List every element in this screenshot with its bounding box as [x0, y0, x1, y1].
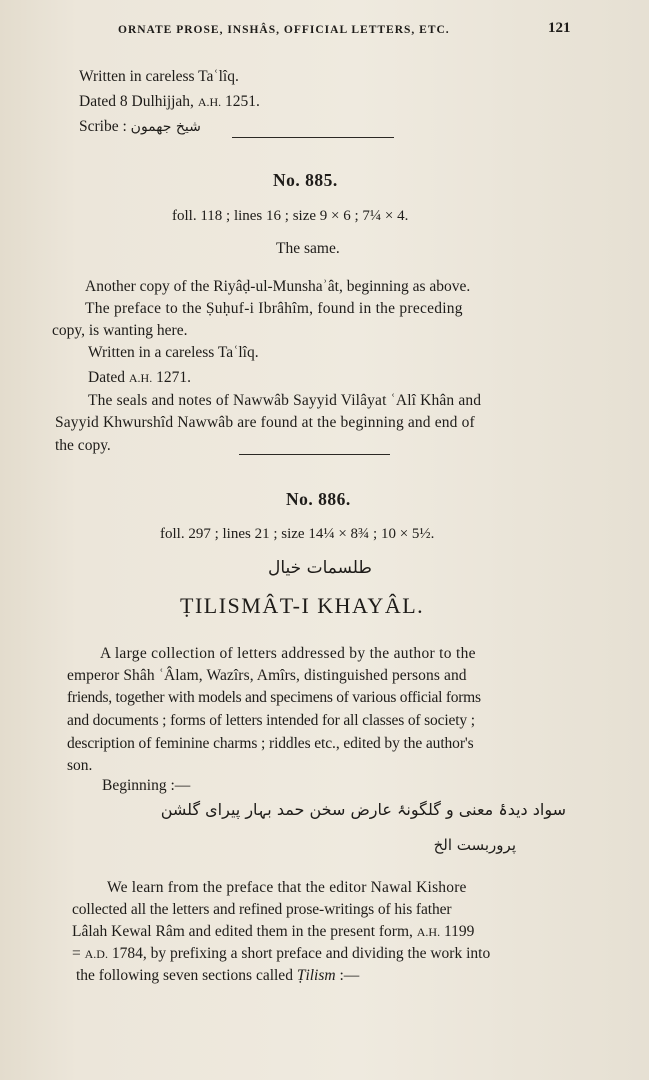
- entry-886-para-4-text: by prefixing a short preface and dividing the work into: [150, 945, 491, 962]
- entry-885-foll: foll. 118 ; lines 16 ; size 9 × 6 ; 7¼ × 4.: [172, 208, 409, 224]
- entry-886-arabic-title: طلسمات خیال: [268, 558, 372, 578]
- entry-886-para-2: collected all the letters and refined prose-writings of his father: [72, 901, 452, 918]
- entry-886-desc-6: son.: [67, 757, 93, 774]
- entry-886-para-5-text: the following seven sections called: [76, 967, 293, 984]
- page-number: 121: [548, 20, 571, 36]
- entry-886-para-4: [72, 945, 490, 963]
- entry-886-tilism: Ṭilism: [296, 967, 336, 984]
- entry-885-line-1: Another copy of the Riyâḍ-ul-Munshaʾât, beginning as above.: [85, 278, 471, 295]
- entry-885-line-2: The preface to the Ṣuḥuf-i Ibrâhîm, found in the preceding: [85, 300, 463, 317]
- entry-886-para-4-eq: =: [72, 945, 85, 962]
- entry-886-number: No. 886.: [286, 489, 351, 509]
- entry-886-beginning: Beginning :—: [102, 777, 191, 794]
- entry-885-dated: [88, 369, 191, 387]
- divider-2: [239, 454, 390, 455]
- running-head: ORNATE PROSE, INSHÂS, OFFICIAL LETTERS, ETC.: [118, 24, 450, 36]
- entry-886-foll: foll. 297 ; lines 21 ; size 14¼ × 8¾ ; 10 × 5½.: [160, 526, 435, 542]
- entry-886-para-3: [72, 923, 474, 941]
- top-year: 1251.: [225, 93, 260, 110]
- entry-885-seals-3: the copy.: [55, 437, 111, 454]
- top-line-3: [79, 118, 201, 136]
- entry-886-desc-5: description of feminine charms ; riddles etc., edited by the author's: [67, 735, 474, 752]
- entry-886-title: ṬILISMÂT-I KHAYÂL.: [180, 593, 425, 618]
- entry-886-para-3-text: Lâlah Kewal Râm and edited them in the present form,: [72, 923, 413, 940]
- entry-886-arabic-line-2: پروربست الخ: [433, 836, 516, 854]
- entry-886-para-4-era: A.D.: [84, 947, 108, 961]
- divider-1: [232, 137, 394, 138]
- entry-886-tilism-tail: :—: [339, 967, 360, 984]
- entry-886-arabic-line-1: سواد دیدۂ معنی و گلگونۂ عارض سخن حمد بہار پیرای گلشن: [160, 800, 566, 819]
- top-line-2: [79, 93, 260, 111]
- entry-886-para-4-year: 1784,: [111, 945, 147, 962]
- entry-886-desc-2: emperor Shâh ʿÂlam, Wazîrs, Amîrs, distinguished persons and: [67, 667, 467, 684]
- entry-886-para-3-year: 1199: [443, 923, 475, 940]
- top-line-1: Written in careless Taʿlîq.: [79, 68, 239, 85]
- entry-885-same: The same.: [276, 240, 340, 257]
- entry-886-para-1: We learn from the preface that the editor Nawal Kishore: [107, 879, 467, 896]
- entry-886-desc-1: A large collection of letters addressed by the author to the: [100, 645, 476, 662]
- entry-886-para-3-era: A.H.: [416, 925, 441, 939]
- entry-886-desc-4: and documents ; forms of letters intended for all classes of society ;: [67, 712, 475, 729]
- entry-885-dated-label: Dated: [88, 369, 126, 386]
- entry-885-seals-2: Sayyid Khwurshîd Nawwâb are found at the beginning and end of: [55, 414, 475, 431]
- entry-886-desc-3: friends, together with models and specimens of various official forms: [67, 689, 481, 706]
- entry-885-number: No. 885.: [273, 170, 338, 190]
- scribe-label: Scribe :: [79, 118, 127, 135]
- entry-885-year: 1271.: [156, 369, 191, 386]
- entry-885-line-3: copy, is wanting here.: [52, 322, 188, 339]
- top-dated: Dated 8 Dulhijjah,: [79, 93, 194, 110]
- top-era: A.H.: [197, 95, 222, 109]
- entry-885-seals-1: The seals and notes of Nawwâb Sayyid Vilâyat ʿAlî Khân and: [88, 392, 482, 409]
- entry-885-era: A.H.: [128, 371, 153, 385]
- scribe-arabic: شیخ جھمون: [130, 119, 201, 135]
- entry-886-para-5: [76, 967, 359, 985]
- entry-885-line-4: Written in a careless Taʿlîq.: [88, 344, 259, 361]
